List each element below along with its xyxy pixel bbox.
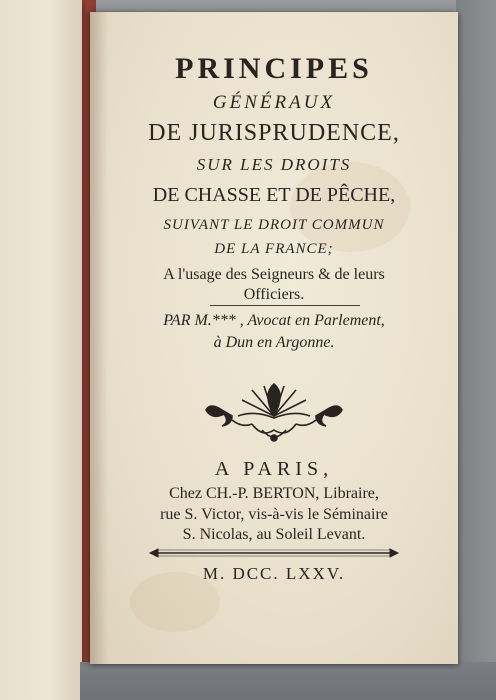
printers-ornament-icon xyxy=(202,380,346,446)
title-sur-les-droits: SUR LES DROITS xyxy=(196,155,352,174)
title-de-la-france: DE LA FRANCE; xyxy=(214,241,334,257)
backdrop-bottom xyxy=(80,662,496,700)
title-principes: PRINCIPES xyxy=(175,52,373,85)
title-page xyxy=(90,12,458,664)
title-droit-commun: SUIVANT LE DROIT COMMUN xyxy=(163,217,385,233)
author-line: PAR M.*** , Avocat en Parlement, xyxy=(163,312,385,329)
backdrop-right xyxy=(456,0,496,700)
author-place: à Dun en Argonne. xyxy=(213,334,335,351)
title-jurisprudence: DE JURISPRUDENCE, xyxy=(148,120,400,146)
imprint-publisher: Chez CH.-P. BERTON, Libraire, xyxy=(169,485,379,502)
printers-rule-icon xyxy=(148,547,400,559)
title-usage: A l'usage des Seigneurs & de leurs xyxy=(163,266,385,283)
imprint-date: M. DCC. LXXV. xyxy=(202,564,346,583)
title-generaux: GÉNÉRAUX xyxy=(212,92,336,113)
imprint-sign: S. Nicolas, au Soleil Levant. xyxy=(182,526,366,543)
title-rule xyxy=(210,305,360,306)
paper-stain xyxy=(290,162,410,252)
title-chasse-peche: DE CHASSE ET DE PÊCHE, xyxy=(152,184,396,206)
flyleaf-page xyxy=(0,0,82,700)
imprint-place: A PARIS, xyxy=(214,458,334,480)
title-officiers: Officiers. xyxy=(243,286,305,303)
imprint-address: rue S. Victor, vis-à-vis le Séminaire xyxy=(160,506,388,523)
book-cover-left xyxy=(0,0,96,700)
